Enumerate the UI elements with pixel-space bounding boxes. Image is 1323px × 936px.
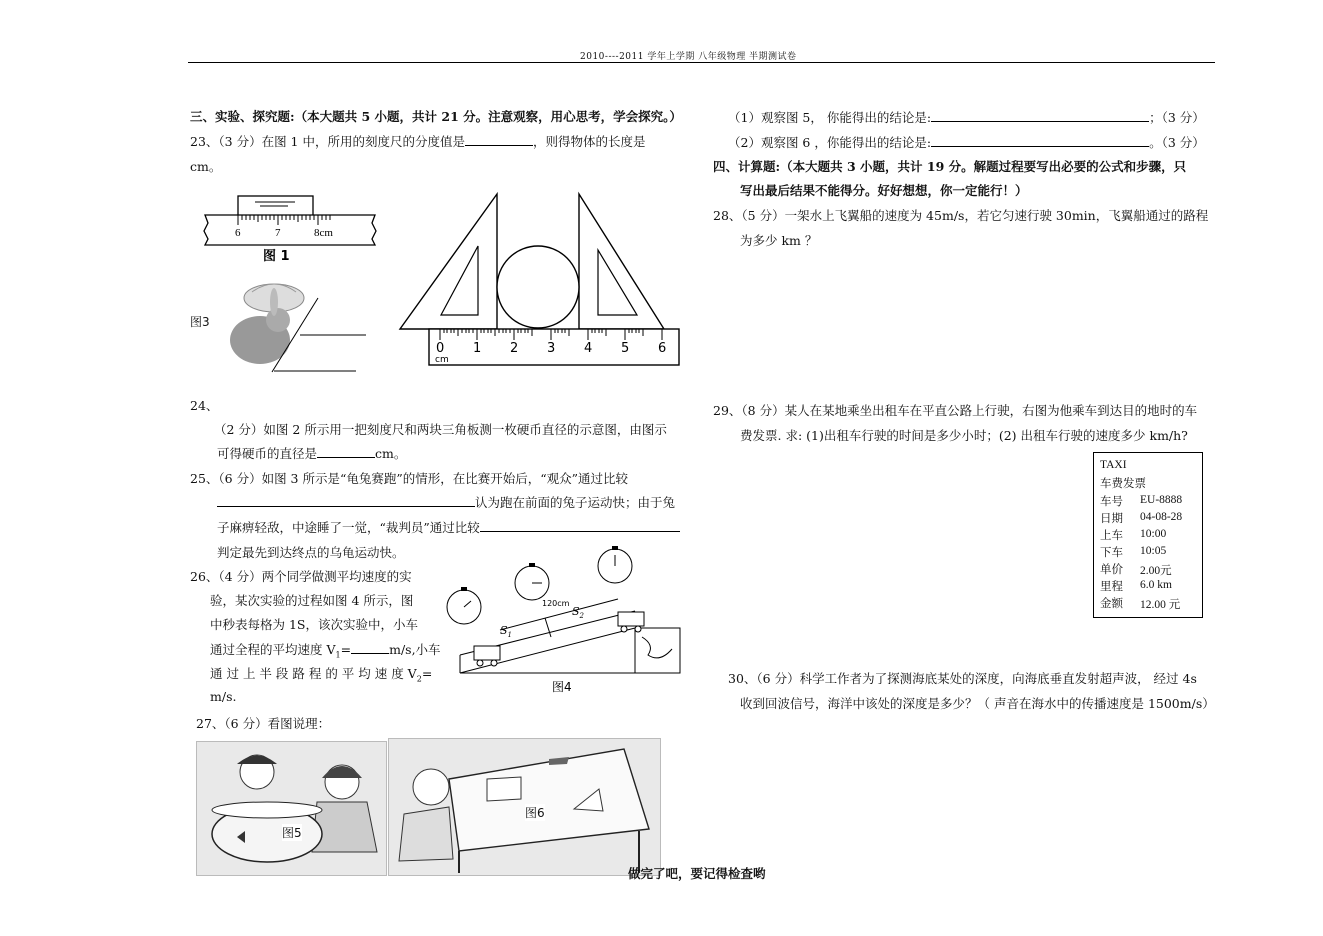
q27-1-blank[interactable] (931, 121, 1149, 122)
eraser (549, 757, 569, 765)
q27-2-points: 。（3 分） (1149, 135, 1205, 150)
fig2-tick-2: 2 (510, 341, 519, 356)
stopwatch-3 (598, 546, 632, 583)
header-rule (188, 62, 1215, 63)
q26-v1-eq: = (340, 642, 352, 657)
q26-v1-label: 通过全程的平均速度 V (210, 642, 336, 657)
child-2-hair (322, 766, 362, 778)
q30-line1: 30、（6 分）科学工作者为了探测海底某处的深度，向海底垂直发射超声波， 经过 4s (728, 671, 1197, 686)
fig1-tick-6: 6 (235, 227, 241, 239)
support-block (635, 628, 680, 673)
midpoint-mark (545, 618, 551, 637)
fig2-tick-0: 0 (436, 341, 445, 356)
section4-title-line1: 四、计算题:（本大题共 3 小题，共计 19 分。解题过程要写出必要的公式和步骤，只 (713, 159, 1187, 174)
q27-2 (728, 133, 1205, 151)
q25-text-c: 子麻痹轻敌，中途睡了一觉，“裁判员”通过比较 (217, 520, 480, 535)
figure-4-incline (440, 545, 690, 697)
q29-line2: 费发票. 求: (1)出租车行驶的时间是多少小时；(2) 出租车行驶的速度多少 km/h? (740, 428, 1188, 443)
q26-line3: 中秒表每格为 1S，该次实验中，小车 (210, 617, 418, 632)
q23-line2: cm。 (190, 159, 222, 174)
rabbit-ear (270, 288, 278, 316)
fig4-distance: 120cm (542, 599, 570, 608)
fishbowl-rim (212, 802, 322, 818)
q27-1-points: ；（3 分） (1149, 110, 1205, 125)
taxi-row-label: 上车 (1100, 530, 1123, 542)
taxi-row-value: EU-8888 (1140, 494, 1183, 506)
taxi-row-value: 12.00 元 (1140, 599, 1181, 611)
taxi-row-value: 2.00元 (1140, 565, 1172, 577)
book (487, 777, 521, 801)
taxi-row-value: 04-08-28 (1140, 511, 1183, 523)
q25-blank-2[interactable] (480, 531, 680, 532)
q27-1 (728, 108, 1205, 126)
taxi-row-label: 日期 (1100, 513, 1123, 525)
q26-line6: m/s. (210, 689, 237, 704)
q26-line1: 26、（4 分）两个同学做测平均速度的实 (190, 569, 412, 584)
fig6-label: 图6 (525, 806, 545, 820)
q27-title: 27、（6 分）看图说理： (196, 716, 331, 731)
section3-title: 三、实验、探究题:（本大题共 5 小题，共计 21 分。注意观察，用心思考，学会探究。） (190, 109, 682, 124)
q26-line5 (210, 664, 432, 684)
q26-v2-eq: = (421, 666, 433, 681)
q25-line2 (217, 493, 675, 511)
figure-6-photo (388, 738, 661, 876)
q26-v2-label: 通 过 上 半 段 路 程 的 平 均 速 度 V (210, 666, 417, 681)
taxi-receipt (1093, 452, 1203, 618)
taxi-row-value: 10:00 (1140, 528, 1167, 540)
q24-line2 (217, 444, 406, 462)
q25-line1: 25、（6 分）如图 3 所示是“龟兔赛跑”的情形，在比赛开始后，“观众”通过比较 (190, 471, 629, 486)
student-head (413, 769, 449, 805)
fig4-label: 图4 (552, 680, 572, 694)
taxi-row-value: 10:05 (1140, 545, 1167, 557)
q24-text-a: 可得硬币的直径是 (217, 446, 318, 461)
q24-number: 24、 (190, 398, 219, 413)
coin (497, 246, 579, 328)
q24-text-b: cm。 (375, 446, 407, 461)
taxi-row-label: 单价 (1100, 564, 1123, 576)
stopwatch-2 (515, 563, 549, 600)
fig2-tick-4: 4 (584, 341, 593, 356)
q23-line1 (190, 132, 646, 150)
q25-text-b: 认为跑在前面的兔子运动快；由于兔 (475, 495, 676, 510)
figure-5-photo (196, 741, 387, 876)
fig2-tick-6: 6 (658, 341, 667, 356)
q28-line1: 28、（5 分）一架水上飞翼船的速度为 45m/s，若它匀速行驶 30min，飞翼船通过的路程 (713, 208, 1209, 223)
figure-1-ruler (200, 193, 380, 265)
q25-line3 (217, 518, 680, 536)
q27-2-text: （2）观察图 6 ，你能得出的结论是: (728, 135, 932, 150)
fig2-tick-3: 3 (547, 341, 556, 356)
q25-line4: 判定最先到达终点的乌龟运动快。 (217, 545, 405, 560)
q26-line4 (210, 640, 441, 660)
fig3-label: 图3 (190, 315, 210, 329)
figure-3-race (222, 278, 368, 374)
taxi-row-label: 金额 (1100, 598, 1123, 610)
q24-blank[interactable] (317, 457, 375, 458)
page-header: 2010----2011 学年上学期 八年级物理 半期测试卷 (580, 52, 797, 62)
rabbit-head (266, 308, 290, 332)
q23-text-b: ，则得物体的长度是 (532, 134, 646, 149)
figure-5-drawing (197, 742, 386, 875)
q23-text-a: 23、（3 分）在图 1 中，所用的刻度尺的分度值是 (190, 134, 465, 149)
q26-blank-v1[interactable] (351, 653, 389, 654)
q25-blank-1[interactable] (217, 506, 475, 507)
taxi-row-label: 下车 (1100, 547, 1123, 559)
section4-title-line2: 写出最后结果不能得分。好好想想，你一定能行！） (740, 183, 1028, 198)
q28-line2: 为多少 km ？ (740, 233, 818, 248)
student-body (399, 807, 453, 861)
fig2-tick-5: 5 (621, 341, 630, 356)
taxi-row-label: 车号 (1100, 496, 1123, 508)
taxi-row-value: 6.0 km (1140, 579, 1172, 591)
cart-bottom (474, 646, 500, 666)
child-1-hair (237, 756, 277, 765)
q24-line1: （2 分）如图 2 所示用一把刻度尺和两块三角板测一枚硬币直径的示意图，由图示 (214, 422, 667, 437)
q23-blank-1[interactable] (465, 145, 533, 146)
q27-1-text: （1）观察图 5， 你能得出的结论是: (728, 110, 932, 125)
q26-v1-sub: 1 (335, 650, 341, 660)
taxi-row-label: 里程 (1100, 581, 1123, 593)
fig2-unit: cm (435, 355, 449, 365)
fig4-s2: $S_2$ (572, 605, 585, 620)
fig1-label: 图 1 (263, 249, 290, 264)
page-footer: 做完了吧，要记得检查哟 (628, 866, 766, 881)
stopwatch-1 (447, 587, 481, 624)
q26-line2: 验，某次实验的过程如图 4 所示，图 (210, 593, 414, 608)
figure-2-coin-measure (397, 190, 687, 370)
fig2-tick-1: 1 (473, 341, 482, 356)
q26-v2-sub: 2 (416, 674, 422, 684)
q26-v1-unit: m/s,小车 (389, 642, 441, 657)
fig1-tick-7: 7 (275, 227, 281, 239)
fig1-tick-8cm: 8cm (314, 227, 333, 239)
q27-2-blank[interactable] (931, 146, 1149, 147)
fig5-label: 图5 (282, 826, 302, 840)
taxi-title: TAXI (1100, 459, 1127, 471)
taxi-subtitle: 车费发票 (1100, 478, 1146, 490)
q29-line1: 29、（8 分）某人在某地乘坐出租车在平直公路上行驶，右图为他乘车到达目的地时的车 (713, 403, 1198, 418)
fig4-s1: $S_1$ (500, 624, 513, 639)
q30-line2: 收到回波信号，海洋中该处的深度是多少？（ 声音在海水中的传播速度是 1500m/s） (740, 696, 1215, 711)
